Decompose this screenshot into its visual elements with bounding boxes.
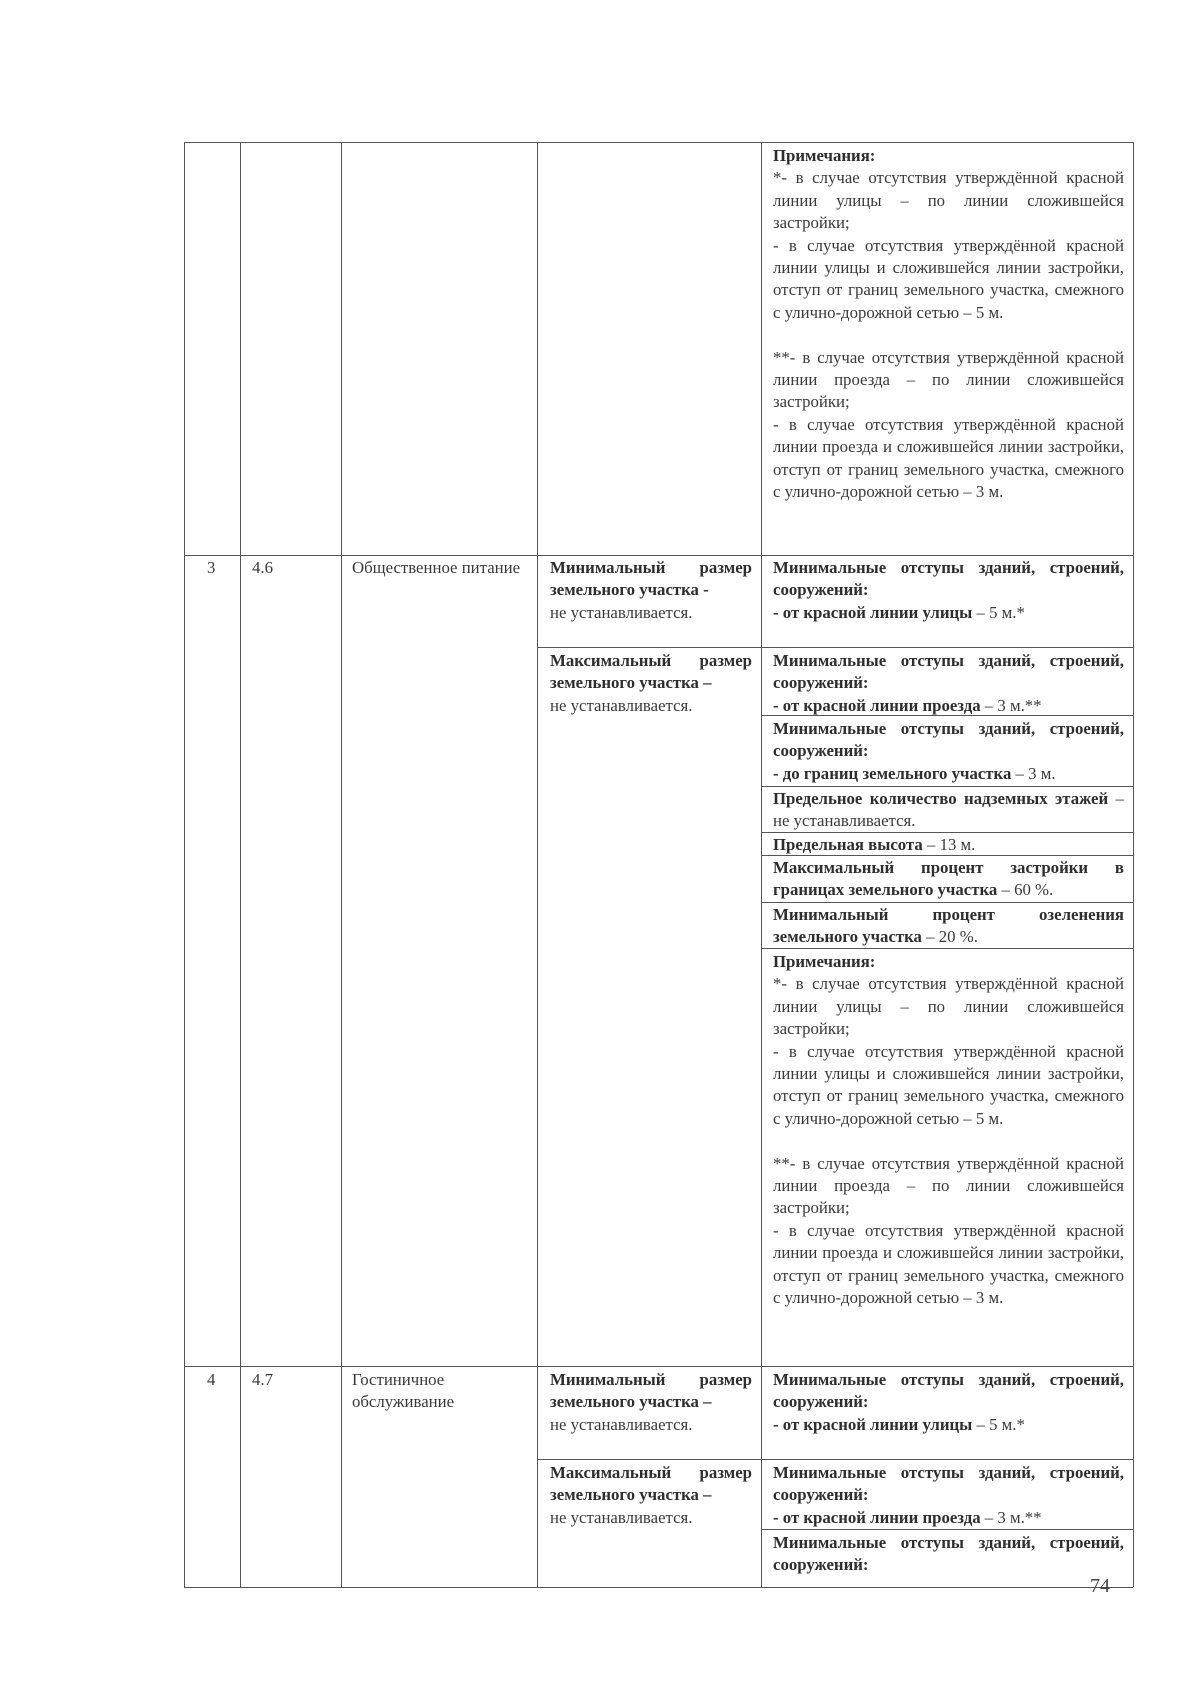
note-paragraph: - в случае отсутствия утверждённой красной линии улицы и сложившейся линии застройки, отступ от границ земельного участка, смежного с улично-дорожной сетью – 5 м. xyxy=(773,235,1124,322)
row3-param-coverage: Максимальный процент застройки в границах земельного участка – 60 %. xyxy=(773,858,1124,900)
row3-min-size xyxy=(550,557,752,624)
max-size-value: не устанавливается. xyxy=(550,695,693,715)
row3-param-greening: Минимальный процент озеленения земельного участка – 20 %. xyxy=(773,905,1124,947)
notes-title: Примечания: xyxy=(773,952,876,971)
row3-param-divider-6 xyxy=(761,902,1133,903)
note-paragraph: *- в случае отсутствия утверждённой красной линии улицы – по линии сложившейся застройки; xyxy=(773,974,1124,1039)
row4-param-setback-passage: Минимальные отступы зданий, строений, сооружений: - от красной линии проезда – 3 м.** xyxy=(773,1463,1124,1527)
column-divider-1 xyxy=(240,142,241,1587)
column-divider-2 xyxy=(341,142,342,1587)
table-border-left xyxy=(184,142,185,1587)
row3-param-setback-boundary: Минимальные отступы зданий, строений, сооружений: - до границ земельного участка – 3 м. xyxy=(773,719,1124,783)
note-paragraph: **- в случае отсутствия утверждённой красной линии проезда – по линии сложившейся застройки; xyxy=(773,347,1124,412)
row4-code: 4.7 xyxy=(252,1370,273,1389)
row-divider-4 xyxy=(184,1366,1133,1367)
max-size-value: не устанавливается. xyxy=(550,1507,693,1527)
page-number: 74 xyxy=(1090,1575,1110,1597)
row3-param-divider-3 xyxy=(761,786,1133,787)
notes-title: Примечания: xyxy=(773,146,876,165)
row4-param-setback-boundary: Минимальные отступы зданий, строений, сооружений: xyxy=(773,1533,1124,1575)
row3-name: Общественное питание xyxy=(352,558,521,577)
row3-param-height: Предельная высота – 13 м. xyxy=(773,835,976,854)
row4-number: 4 xyxy=(207,1370,216,1389)
min-size-value: не устанавливается. xyxy=(550,602,693,622)
notes-block-top xyxy=(773,145,1124,503)
max-size-label: Максимальный размер земельного участка – xyxy=(550,651,752,693)
row4-max-size xyxy=(550,1462,752,1529)
note-paragraph: - в случае отсутствия утверждённой красной линии улицы и сложившейся линии застройки, отступ от границ земельного участка, смежного с улично-дорожной сетью – 5 м. xyxy=(773,1041,1124,1128)
row3-param-setback-passage: Минимальные отступы зданий, строений, сооружений: - от красной линии проезда – 3 м.** xyxy=(773,651,1124,715)
row4-size-divider xyxy=(537,1459,1133,1460)
row4-min-size xyxy=(550,1369,752,1436)
row3-size-divider xyxy=(537,647,1133,648)
row3-number: 3 xyxy=(207,558,216,577)
row4-param-setback-street: Минимальные отступы зданий, строений, сооружений: - от красной линии улицы – 5 м.* xyxy=(773,1370,1124,1434)
row3-notes xyxy=(773,951,1124,1309)
min-size-label: Минимальный размер земельного участка - xyxy=(550,558,752,600)
row-divider-3 xyxy=(184,555,1133,556)
row3-max-size xyxy=(550,650,752,717)
note-paragraph: **- в случае отсутствия утверждённой красной линии проезда – по линии сложившейся застройки; xyxy=(773,1153,1124,1218)
column-divider-4 xyxy=(761,142,762,1587)
table-border-top xyxy=(184,142,1133,143)
table-border-right xyxy=(1133,142,1134,1587)
min-size-label: Минимальный размер земельного участка – xyxy=(550,1370,752,1412)
row3-param-floors: Предельное количество надземных этажей – не устанавливается. xyxy=(773,789,1124,831)
row3-code: 4.6 xyxy=(252,558,273,577)
row4-name: Гостиничное обслуживание xyxy=(352,1370,455,1412)
note-paragraph: *- в случае отсутствия утверждённой красной линии улицы – по линии сложившейся застройки; xyxy=(773,168,1124,233)
note-paragraph: - в случае отсутствия утверждённой красной линии проезда и сложившейся линии застройки, отступ от границ земельного участка, смежного с улично-дорожной сетью – 3 м. xyxy=(773,1220,1124,1308)
table-border-bottom xyxy=(184,1587,1133,1588)
min-size-value: не устанавливается. xyxy=(550,1414,693,1434)
note-paragraph: - в случае отсутствия утверждённой красной линии проезда и сложившейся линии застройки, отступ от границ земельного участка, смежного с улично-дорожной сетью – 3 м. xyxy=(773,414,1124,502)
row3-param-setback-street: Минимальные отступы зданий, строений, сооружений: - от красной линии улицы – 5 м.* xyxy=(773,558,1124,622)
column-divider-3 xyxy=(537,142,538,1587)
max-size-label: Максимальный размер земельного участка – xyxy=(550,1463,752,1505)
